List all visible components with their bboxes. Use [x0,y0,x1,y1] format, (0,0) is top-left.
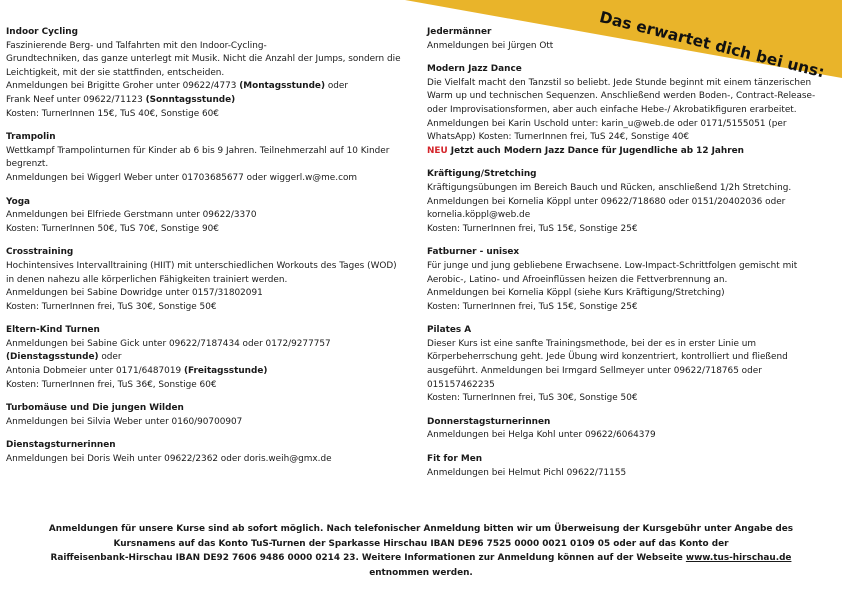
right-column [427,26,827,490]
registration-text: oder [98,352,122,363]
registration-text: Anmeldungen bei Brigitte Groher unter 09622/4773 [6,81,240,92]
course-cost: Kosten: TurnerInnen frei, TuS 36€, Sonstige 60€ [6,379,217,390]
course-title: Dienstagsturnerinnen [6,440,116,451]
course-title: Turbomäuse und Die jungen Wilden [6,403,184,414]
course-title: Kräftigung/Stretching [427,169,537,180]
course-pilates [427,324,827,406]
course-title: Modern Jazz Dance [427,64,522,75]
course-title: Pilates A [427,325,472,336]
footer-text-part: Raiffeisenbank-Hirschau IBAN DE92 7606 9486 0000 0214 23. Weitere Informationen zur Anmeldung können auf der Webseite [50,553,686,564]
course-crosstraining [6,246,412,314]
course-registration: Anmeldungen bei Sabine Dowridge unter 0157/31802091 [6,288,263,299]
session-label: (Dienstagsstunde) [6,352,99,363]
new-notice-text: Jetzt auch Modern Jazz Dance für Jugendliche ab 12 Jahren [447,145,744,156]
course-text: in denen nahezu alle körperlichen Fähigkeiten trainiert werden. [6,274,288,285]
course-text: Aerobic-, Latino- und Afroeinflüssen heizen die Fettverbrennung an. [427,274,728,285]
course-registration: Anmeldungen bei Silvia Weber unter 0160/90700907 [6,416,243,427]
course-cost: Kosten: TurnerInnen 15€, TuS 40€, Sonstige 60€ [6,108,219,119]
course-cost: Kosten: TurnerInnen frei, TuS 30€, Sonstige 50€ [427,393,638,404]
course-text: Hochintensives Intervalltraining (HIIT) mit unterschiedlichen Workouts des Tages (WOD) [6,260,397,271]
footer-text: Anmeldungen für unsere Kurse sind ab sofort möglich. Nach telefonischer Anmeldung bitten wir um Überweisung der Kursgebühr unter Angabe des [48,524,794,534]
footer-text [30,551,812,566]
course-registration: Anmeldungen bei Jürgen Ott [427,40,554,51]
registration-text: Antonia Dobmeier unter 0171/6487019 [6,366,184,377]
course-title: Indoor Cycling [6,27,78,37]
course-registration [6,94,412,108]
course-registration: Anmeldungen bei Helga Kohl unter 09622/6064379 [427,430,656,441]
course-registration: 015157462235 [427,379,495,390]
course-text: Dieser Kurs ist eine sanfte Trainingsmethode, bei der es in erster Linie um [427,338,757,349]
website-link[interactable]: www.tus-hirschau.de [685,553,792,564]
course-jedermaenner [427,26,827,53]
course-title: Eltern-Kind Turnen [6,325,100,336]
course-cost: Kosten: TurnerInnen frei, TuS 15€, Sonstige 25€ [427,301,638,312]
session-label: (Freitagsstunde) [183,366,268,377]
course-dienstagsturnerinnen [6,439,412,466]
course-text: oder Improvisationsformen, aber auch einfache Hebe-/ Akrobatikfiguren erarbeitet. [427,104,797,115]
course-registration [6,365,412,379]
course-text: begrenzt. [6,159,49,170]
course-registration: Anmeldungen bei Kornelia Köppl (siehe Kurs Kräftigung/Stretching) [427,288,725,299]
course-registration: Anmeldungen bei Karin Uschold unter: karin_u@web.de oder 0171/5155051 (per [427,118,787,129]
course-title: Crosstraining [6,247,74,258]
course-registration [6,351,412,365]
course-cost: Kosten: TurnerInnen frei, TuS 30€, Sonstige 50€ [6,301,217,312]
course-text: Grundtechniken, das ganze unterlegt mit Musik. Nicht die Anzahl der Jumps, sondern die [6,54,401,65]
session-label: (Sonntagsstunde) [145,94,236,105]
course-text: Die Vielfalt macht den Tanzstil so beliebt. Jede Stunde beginnt mit einem tänzerischen [427,77,812,88]
course-kraeftigung-stretching [427,168,827,236]
course-yoga [6,196,412,237]
course-title: Jedermänner [427,27,492,37]
footer-text: entnommen werden. [369,567,473,578]
course-eltern-kind [6,324,412,392]
course-text: Kräftigungsübungen im Bereich Bauch und Rücken, anschließend 1/2h Stretching. [427,182,792,193]
session-label: (Montagsstunde) [239,81,325,92]
course-cost: WhatsApp) Kosten: TurnerInnen frei, TuS 24€, Sonstige 40€ [427,132,690,143]
course-trampolin [6,131,412,185]
course-registration: Anmeldungen bei Doris Weih unter 09622/2362 oder doris.weih@gmx.de [6,454,332,465]
registration-text: Frank Neef unter 09622/71123 [6,94,146,105]
registration-footer [30,522,812,580]
course-text: Leichtigkeit, mit der sie stattfinden, entscheiden. [6,67,225,78]
registration-text: oder [325,81,348,92]
course-text: Wettkampf Trampolinturnen für Kinder ab 6 bis 9 Jahren. Teilnehmerzahl auf 10 Kinder [6,145,390,156]
course-turbomaeuse [6,402,412,429]
course-title: Fit for Men [427,454,483,465]
course-fit-for-men [427,453,827,480]
course-text: Faszinierende Berg- und Talfahrten mit den Indoor-Cycling- [6,40,267,51]
course-text: Körperbeherrschung geht. Jede Übung wird konzentriert, kontrolliert und fließend [427,352,788,363]
course-text: Für junge und jung gebliebene Erwachsene. Low-Impact-Schrittfolgen gemischt mit [427,260,798,271]
left-column [6,26,412,477]
course-registration: Anmeldungen bei Sabine Gick unter 09622/7187434 oder 0172/9277757 [6,338,331,349]
course-registration: kornelia.köppl@web.de [427,210,531,221]
course-cost: Kosten: TurnerInnen 50€, TuS 70€, Sonstige 90€ [6,223,219,234]
course-registration: Anmeldungen bei Kornelia Köppl unter 09622/718680 oder 0151/20402036 oder [427,196,786,207]
course-title: Trampolin [6,132,56,143]
course-registration: Anmeldungen bei Elfriede Gerstmann unter 09622/3370 [6,210,257,221]
course-cost: Kosten: TurnerInnen frei, TuS 15€, Sonstige 25€ [427,223,638,234]
course-registration: Anmeldungen bei Helmut Pichl 09622/71155 [427,467,627,478]
course-title: Donnerstagsturnerinnen [427,416,551,427]
new-course-notice [427,145,827,159]
course-registration [6,80,412,94]
course-donnerstagsturnerinnen [427,416,827,443]
new-badge: NEU [427,145,448,156]
banner-heading: Das erwartet dich bei uns: [597,8,827,82]
course-title: Yoga [6,196,31,207]
course-modern-jazz-dance [427,63,827,158]
course-title: Fatburner - unisex [427,247,520,258]
course-indoor-cycling [6,26,412,121]
course-fatburner [427,246,827,314]
course-registration: ausgeführt. Anmeldungen bei Irmgard Sellmeyer unter 09622/718765 oder [427,366,762,377]
footer-text: Kursnamens auf das Konto TuS-Turnen der Sparkasse Hirschau IBAN DE96 7525 0000 0021 0109 05 oder auf das Konto der [113,538,729,549]
course-registration: Anmeldungen bei Wiggerl Weber unter 01703685677 oder wiggerl.w@me.com [6,172,358,183]
course-text: Warm up und technischen Sequenzen. Anschließend werden Boden-, Contract-Release- [427,91,816,102]
